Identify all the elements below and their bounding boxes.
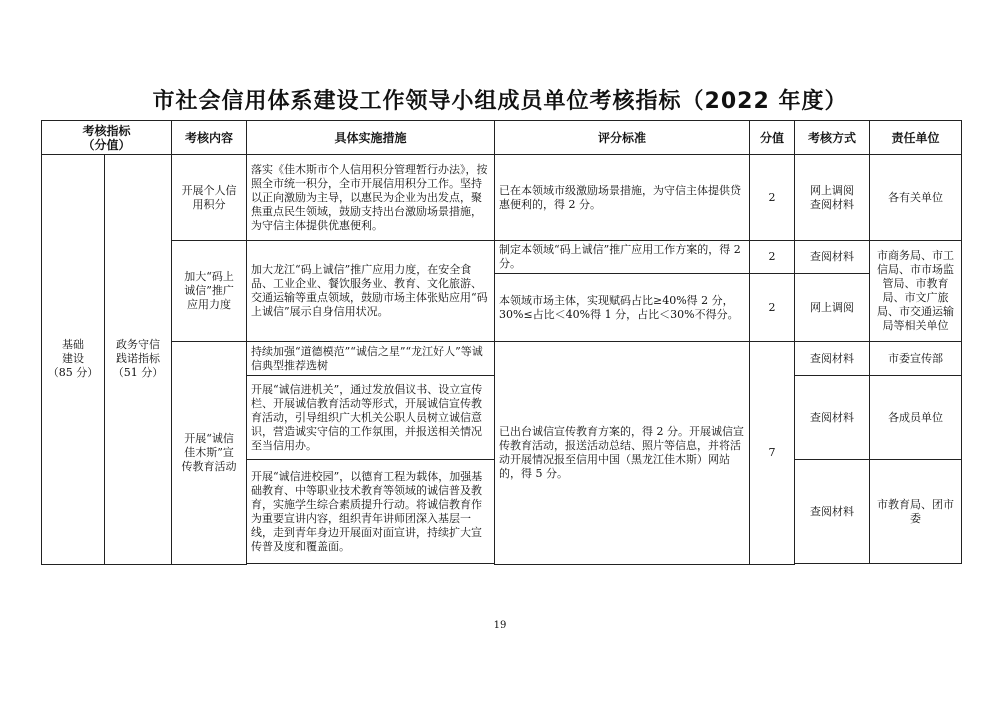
unit-cell: 各有关单位 — [870, 155, 962, 241]
content-cell: 加大“码上 诚信”推广 应用力度 — [172, 241, 247, 342]
criteria-cell: 已在本领域市级激励场景措施，为守信主体提供贷惠便利的，得 2 分。 — [495, 155, 750, 241]
method-cell: 网上调阅 — [795, 274, 870, 342]
header-criteria: 评分标准 — [495, 121, 750, 155]
unit-cell: 市教育局、团市委 — [870, 460, 962, 564]
table-row — [42, 241, 962, 274]
method-cell: 查阅材料 — [795, 342, 870, 376]
content-cell: 开展“诚信 佳木斯”宣 传教育活动 — [172, 342, 247, 565]
measures-cell: 开展“诚信进机关”，通过发放倡议书、设立宣传栏、开展诚信教育活动等形式，开展诚信宣传教育活动，引导组织广大机关公职人员树立诚信意识，营造诚实守信的工作氛围，并报送相关情况至当信用办。 — [247, 376, 495, 460]
header-indicator: 考核指标 （分值） — [42, 121, 172, 155]
measures-cell: 加大龙江“码上诚信”推广应用力度，在安全食品、工业企业、餐饮服务业、教育、文化旅游、交通运输等重点领域，鼓励市场主体张贴应用“码上诚信”展示自身信用状况。 — [247, 241, 495, 342]
criteria-cell: 制定本领域“码上诚信”推广应用工作方案的，得 2 分。 — [495, 241, 750, 274]
score-cell: 2 — [750, 155, 795, 241]
header-method: 考核方式 — [795, 121, 870, 155]
document-title: 市社会信用体系建设工作领导小组成员单位考核指标（2022 年度） — [152, 89, 848, 114]
assessment-table — [41, 120, 962, 565]
table-row — [42, 342, 962, 376]
score-cell: 2 — [750, 241, 795, 274]
header-measures: 具体实施措施 — [247, 121, 495, 155]
unit-cell: 市委宣传部 — [870, 342, 962, 376]
unit-cell: 市商务局、市工信局、市市场监管局、市教育局、市文广旅局、市交通运输局等相关单位 — [870, 241, 962, 342]
measures-cell: 开展“诚信进校园”，以德育工程为载体，加强基础教育、中等职业技术教育等领域的诚信普及教育，实施学生综合素质提升行动。将诚信教育作为重要宣讲内容，组织青年讲师团深入基层一线，走到青年身边开展面对面宣讲，持续扩大宣传普及度和覆盖面。 — [247, 460, 495, 564]
header-content: 考核内容 — [172, 121, 247, 155]
method-cell: 查阅材料 — [795, 241, 870, 274]
content-cell: 开展个人信 用积分 — [172, 155, 247, 241]
table-row — [42, 155, 962, 241]
level1-indicator: 基础 建设 （85 分） — [42, 155, 105, 565]
score-cell: 2 — [750, 274, 795, 342]
header-unit: 责任单位 — [870, 121, 962, 155]
criteria-cell: 已出台诚信宣传教育方案的，得 2 分。开展诚信宣传教育活动，报送活动总结、照片等信息，并将活动开展情况报至信用中国（黑龙江佳木斯）网站的，得 5 分。 — [495, 342, 750, 565]
header-row — [42, 121, 962, 155]
measures-cell: 落实《佳木斯市个人信用积分管理暂行办法》，按照全市统一积分，全市开展信用积分工作。坚持以正向激励为主导，以惠民为企业为出发点，聚焦重点民生领域，鼓励支持出台激励场景措施，为守信主体提供优惠便利。 — [247, 155, 495, 241]
criteria-cell: 本领域市场主体，实现赋码占比≥40%得 2 分，30%≤占比＜40%得 1 分，占比＜30%不得分。 — [495, 274, 750, 342]
measures-cell: 持续加强“道德模范”“诚信之星”“龙江好人”等诚信典型推荐选树 — [247, 342, 495, 376]
page-number: 19 — [493, 620, 507, 631]
header-score: 分值 — [750, 121, 795, 155]
score-cell: 7 — [750, 342, 795, 565]
method-cell: 网上调阅 查阅材料 — [795, 155, 870, 241]
method-cell: 查阅材料 — [795, 460, 870, 564]
unit-cell: 各成员单位 — [870, 376, 962, 460]
level2-indicator: 政务守信 践诺指标 （51 分） — [105, 155, 172, 565]
method-cell: 查阅材料 — [795, 376, 870, 460]
